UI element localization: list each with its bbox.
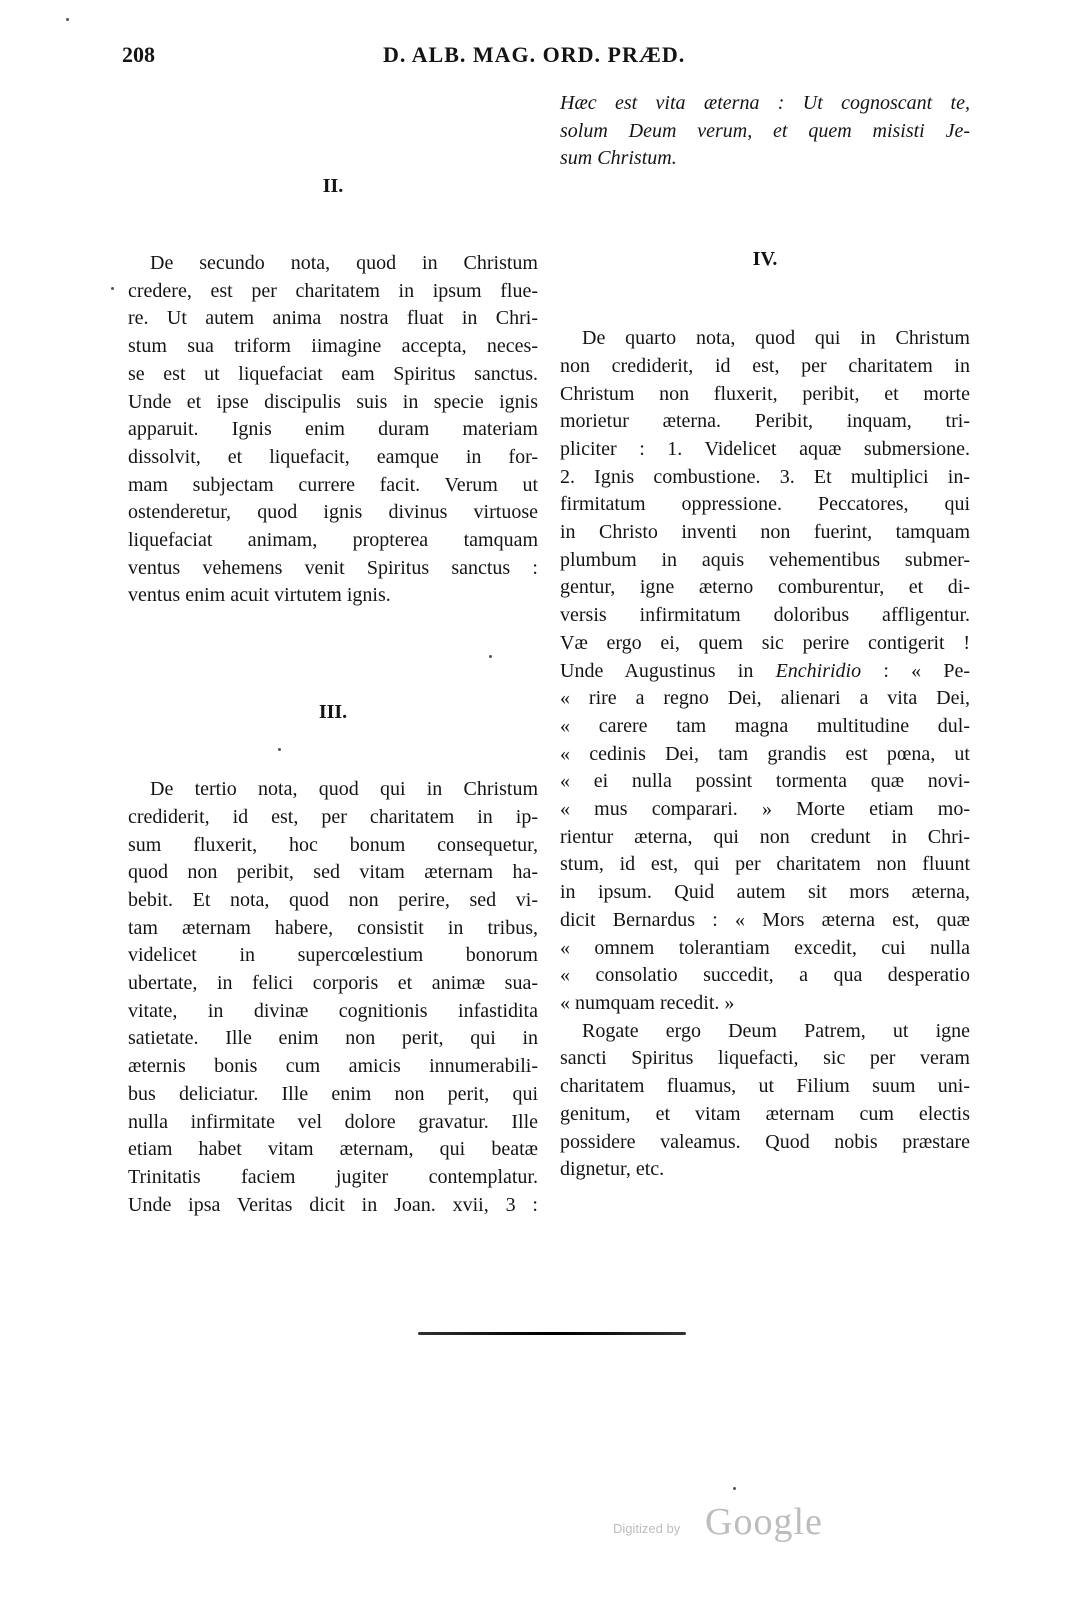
- scan-speck: [111, 287, 114, 290]
- text-line: dignetur, etc.: [560, 1158, 665, 1181]
- text-line: solum Deum verum, et quem misisti Je-: [560, 119, 970, 142]
- text-line: « cedinis Dei, tam grandis est pœna, ut: [560, 742, 970, 765]
- text-line: tam æternam habere, consistit in tribus,: [128, 916, 538, 939]
- text-line: sancti Spiritus liquefacti, sic per veram: [560, 1047, 970, 1070]
- text-line: stum sua triform iimagine accepta, neces-: [128, 335, 538, 358]
- text-line: stum, id est, qui per charitatem non fluunt: [560, 853, 970, 876]
- paragraph-iii: [128, 776, 538, 1219]
- text-line: bebit. Et nota, quod non perire, sed vi-: [128, 888, 538, 911]
- text-line: rientur æterna, qui non credunt in Chri-: [560, 825, 970, 848]
- text-line: « ei nulla possint tormenta quæ novi-: [560, 770, 970, 793]
- augustine-pre: Unde Augustinus in: [560, 659, 776, 682]
- paragraph-final: [560, 1018, 970, 1184]
- section-heading-ii: II.: [322, 175, 344, 197]
- text-line: ostenderetur, quod ignis divinus virtuose: [128, 501, 538, 524]
- text-line: bus deliciatur. Ille enim non perit, qui: [128, 1082, 538, 1105]
- text-line: quod non peribit, sed vitam æternam ha-: [128, 861, 538, 884]
- text-line: sum fluxerit, hoc bonum consequetur,: [128, 833, 538, 856]
- left-column: [128, 90, 538, 1219]
- text-line: « rire a regno Dei, alienari a vita Dei,: [560, 687, 970, 710]
- page-number: 208: [122, 42, 155, 67]
- text-line: videlicet in supercœlestium bonorum: [128, 944, 538, 967]
- text-line: ventus enim acuit virtutem ignis.: [128, 584, 391, 607]
- text-line: 2. Ignis combustione. 3. Et multiplici in-: [560, 465, 970, 488]
- text-line: De secundo nota, quod in Christum: [150, 252, 538, 274]
- text-line: Væ ergo ei, quem sic perire contigerit !: [560, 631, 970, 654]
- text-line: De quarto nota, quod qui in Christum: [582, 327, 970, 350]
- text-line: De tertio nota, quod qui in Christum: [150, 778, 538, 801]
- text-line: plumbum in aquis vehementibus submer-: [560, 548, 970, 571]
- text-line: æternis bonis cum amicis innumerabili-: [128, 1055, 538, 1078]
- text-line: nulla infirmitate vel dolore gravatur. Ille: [128, 1110, 538, 1133]
- text-line: liquefaciat animam, propterea tamquam: [128, 529, 538, 552]
- text-line: versis infirmitatum doloribus affligentur.: [560, 604, 970, 627]
- text-line: possidere valeamus. Quod nobis præstare: [560, 1130, 970, 1153]
- text-line: ubertate, in felici corporis et animæ sua-: [128, 972, 538, 995]
- text-line: Unde ipsa Veritas dicit in Joan. xvii, 3 :: [128, 1193, 538, 1216]
- text-line: se est ut liquefaciat eam Spiritus sanctus.: [128, 362, 538, 385]
- text-line: in ipsum. Quid autem sit mors æterna,: [560, 881, 970, 904]
- google-logo: Google: [705, 1501, 823, 1543]
- augustine-post: : « Pe-: [861, 659, 970, 682]
- digitized-by-watermark: [613, 1500, 853, 1550]
- scan-speck: [66, 18, 69, 21]
- text-line: morietur æterna. Peribit, inquam, tri-: [560, 410, 970, 433]
- augustine-line: [560, 658, 970, 686]
- digitized-label: Digitized by: [613, 1521, 681, 1536]
- text-line: credere, est per charitatem in ipsum flue-: [128, 279, 538, 302]
- text-line: non crediderit, id est, per charitatem in: [560, 354, 970, 377]
- text-line: sum Christum.: [560, 147, 677, 170]
- text-line: « consolatio succedit, a qua desperatio: [560, 964, 970, 987]
- text-line: dicit Bernardus : « Mors æterna est, quæ: [560, 908, 970, 931]
- text-line: Rogate ergo Deum Patrem, ut igne: [582, 1019, 970, 1042]
- text-line: « mus comparari. » Morte etiam mo-: [560, 798, 970, 821]
- text-line: charitatem fluamus, ut Filium suum uni-: [560, 1075, 970, 1098]
- text-line: « omnem tolerantiam excedit, cui nulla: [560, 936, 970, 959]
- end-ornament-rule: [418, 1332, 686, 1335]
- text-line: Christum non fluxerit, peribit, et morte: [560, 382, 970, 405]
- scan-speck: [278, 748, 281, 751]
- paragraph-iv: [560, 325, 970, 1018]
- text-line: crediderit, id est, per charitatem in ip-: [128, 805, 538, 828]
- running-title: D. ALB. MAG. ORD. PRÆD.: [383, 42, 686, 67]
- text-line: satietate. Ille enim non perit, qui in: [128, 1027, 538, 1050]
- text-line: gentur, igne æterno comburentur, et di-: [560, 576, 970, 599]
- text-line: pliciter : 1. Videlicet aquæ submersione.: [560, 437, 970, 460]
- scan-speck: [489, 655, 492, 658]
- scripture-quote: [560, 90, 970, 173]
- section-heading-iii: III.: [318, 701, 348, 724]
- text-line: in Christo inventi non fuerint, tamquam: [560, 521, 970, 544]
- text-line: « carere tam magna multitudine dul-: [560, 714, 970, 737]
- text-line: genitum, et vitam æternam cum electis: [560, 1102, 970, 1125]
- text-line: apparuit. Ignis enim duram materiam: [128, 418, 538, 441]
- scan-speck: [733, 1487, 736, 1490]
- text-line: vitate, in divinæ cognitionis infastidita: [128, 999, 538, 1022]
- text-line: mam subjectam currere facit. Verum ut: [128, 473, 538, 496]
- right-column: [560, 90, 970, 1184]
- paragraph-ii: [128, 250, 538, 610]
- text-line: dissolvit, et liquefacit, eamque in for-: [128, 445, 538, 468]
- text-line: « numquam recedit. »: [560, 991, 735, 1014]
- text-line: ventus vehemens venit Spiritus sanctus :: [128, 556, 538, 579]
- page-header: [0, 42, 1079, 82]
- text-line: Trinitatis faciem jugiter contemplatur.: [128, 1165, 538, 1188]
- work-title: Enchiridio: [775, 659, 862, 682]
- section-heading-iv: IV.: [752, 248, 778, 271]
- text-line: Unde et ipse discipulis suis in specie ignis: [128, 390, 538, 413]
- text-line: firmitatum oppressione. Peccatores, qui: [560, 493, 970, 516]
- text-line: re. Ut autem anima nostra fluat in Chri-: [128, 307, 538, 330]
- text-line: Hæc est vita æterna : Ut cognoscant te,: [560, 92, 970, 114]
- text-line: etiam habet vitam æternam, qui beatæ: [128, 1138, 538, 1161]
